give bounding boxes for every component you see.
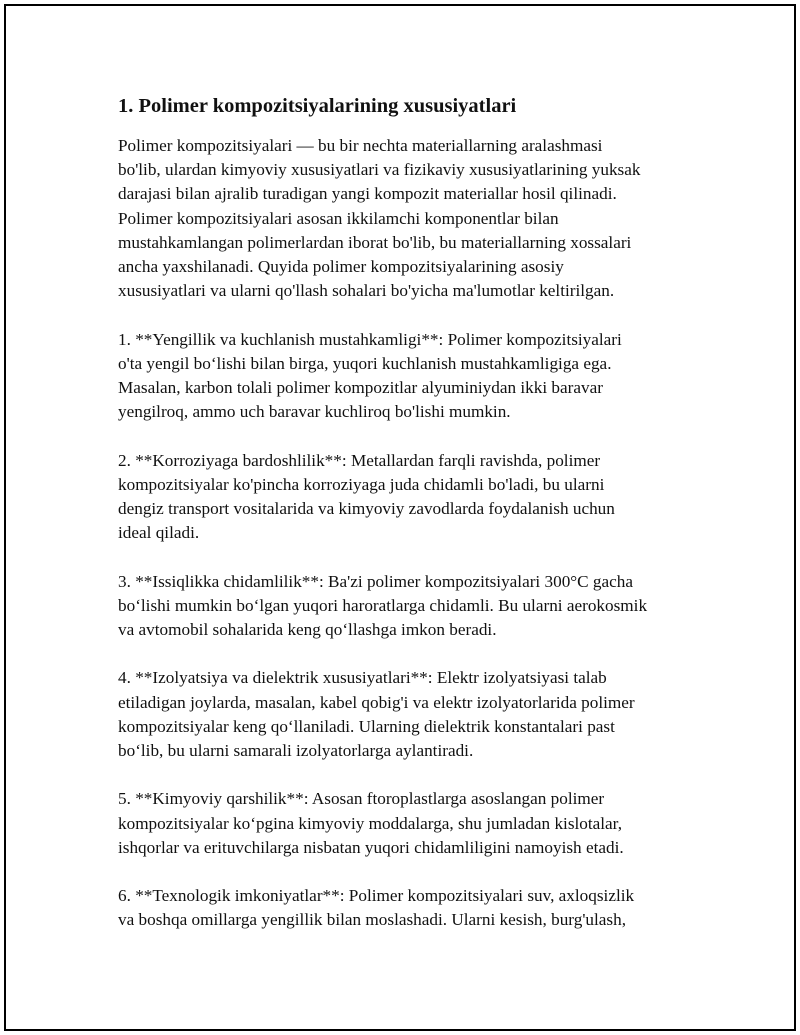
text-line: Masalan, karbon tolali polimer kompozitlar alyuminiydan ikki baravar <box>118 378 603 398</box>
text-line: ishqorlar va erituvchilarga nisbatan yuqori chidamliligini namoyish etadi. <box>118 837 624 857</box>
text-line: 4. **Izolyatsiya va dielektrik xususiyatlari**: Elektr izolyatsiyasi talab <box>118 668 607 688</box>
text-line: Polimer kompozitsiyalari asosan ikkilamchi komponentlar bilan <box>118 208 559 228</box>
text-line: o'ta yengil bo‘lishi bilan birga, yuqori kuchlanish mustahkamligiga ega. <box>118 353 612 373</box>
text-line: yengilroq, ammo uch baravar kuchliroq bo'lishi mumkin. <box>118 402 511 422</box>
list-item-technological-capabilities <box>118 884 678 932</box>
text-line: 6. **Texnologik imkoniyatlar**: Polimer kompozitsiyalari suv, axloqsizlik <box>118 886 635 906</box>
text-line: 3. **Issiqlikka chidamlilik**: Ba'zi polimer kompozitsiyalari 300°C gacha <box>118 571 633 591</box>
text-line: ideal qiladi. <box>118 523 200 543</box>
text-line: etiladigan joylarda, masalan, kabel qobig'i va elektr izolyatorlarida polimer <box>118 692 635 712</box>
text-line: 2. **Korroziyaga bardoshlilik**: Metallardan farqli ravishda, polimer <box>118 450 601 470</box>
text-line: bo‘lib, bu ularni samarali izolyatorlarga aylantiradi. <box>118 741 474 761</box>
text-line: kompozitsiyalar ko‘pgina kimyoviy moddalarga, shu jumladan kislotalar, <box>118 813 623 833</box>
text-line: va avtomobil sohalarida keng qo‘llashga imkon beradi. <box>118 620 497 640</box>
text-line: 5. **Kimyoviy qarshilik**: Asosan ftoroplastlarga asoslangan polimer <box>118 789 605 809</box>
text-line: bo‘lishi mumkin bo‘lgan yuqori haroratlarga chidamli. Bu ularni aerokosmik <box>118 595 648 615</box>
section-heading: 1. Polimer kompozitsiyalarining xususiyatlari <box>118 95 517 117</box>
text-line: darajasi bilan ajralib turadigan yangi kompozit materiallar hosil qilinadi. <box>118 184 617 204</box>
list-item-heat-resistance <box>118 570 678 643</box>
text-line: kompozitsiyalar keng qo‘llaniladi. Ularning dielektrik konstantalari past <box>118 716 615 736</box>
text-line: bo'lib, ulardan kimyoviy xususiyatlari va fizikaviy xususiyatlarining yuksak <box>118 160 641 180</box>
list-item-corrosion-resistance <box>118 449 678 546</box>
text-line: xususiyatlari va ularni qo'llash sohalari bo'yicha ma'lumotlar keltirilgan. <box>118 281 615 301</box>
text-line: va boshqa omillarga yengillik bilan moslashadi. Ularni kesish, burg'ulash, <box>118 910 626 930</box>
text-line: kompozitsiyalar ko'pincha korroziyaga juda chidamli bo'ladi, bu ularni <box>118 474 605 494</box>
text-line: 1. **Yengillik va kuchlanish mustahkamligi**: Polimer kompozitsiyalari <box>118 329 622 349</box>
text-line: Polimer kompozitsiyalari — bu bir nechta materiallarning aralashmasi <box>118 136 603 155</box>
text-line: dengiz transport vositalarida va kimyoviy zavodlarda foydalanish uchun <box>118 499 615 519</box>
text-line: mustahkamlangan polimerlardan iborat bo'lib, bu materiallarning xossalari <box>118 232 632 252</box>
document-body <box>118 92 678 957</box>
list-item-lightness-strength <box>118 328 678 425</box>
intro-paragraph <box>118 134 678 303</box>
list-item-chemical-resistance <box>118 787 678 860</box>
text-line: ancha yaxshilanadi. Quyida polimer kompozitsiyalarining asosiy <box>118 257 564 277</box>
list-item-insulation-dielectric <box>118 666 678 763</box>
